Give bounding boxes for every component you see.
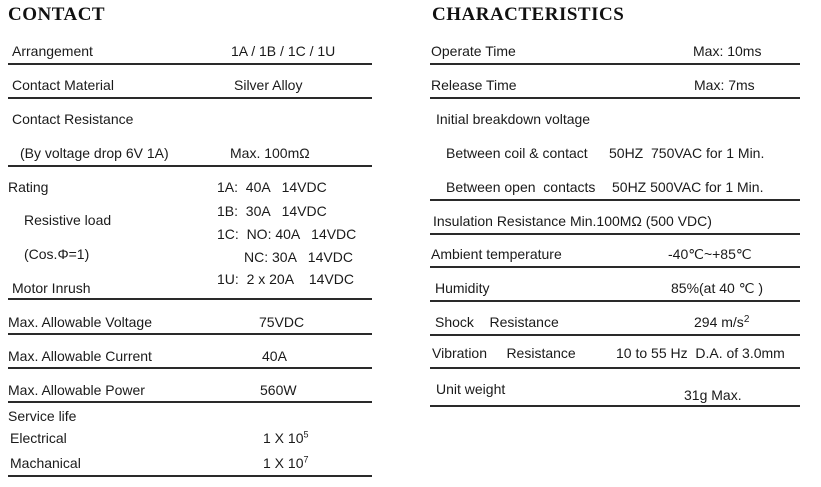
divider (8, 97, 372, 99)
coil-contact-value: 50HZ 750VAC for 1 Min. (609, 145, 765, 161)
max-current-label: Max. Allowable Current (8, 348, 152, 364)
divider (430, 199, 800, 201)
insulation-resistance-label: Insulation Resistance Min.100MΩ (500 VDC) (433, 213, 712, 229)
divider (8, 475, 372, 477)
humidity-label: Humidity (435, 280, 490, 296)
mechanical-value: 1 X $10^7$ (263, 454, 309, 471)
contact-material-label: Contact Material (12, 77, 114, 93)
open-contacts-label: Between open contacts (446, 179, 596, 195)
divider (430, 405, 800, 407)
unit-weight-label: Unit weight (436, 381, 506, 397)
operate-time-label: Operate Time (431, 43, 516, 59)
humidity-value: 85%(at 40 ℃ ) (671, 280, 763, 296)
vibration-resistance-value: 10 to 55 Hz D.A. of 3.0mm (616, 345, 785, 361)
divider (430, 233, 800, 235)
service-life-label: Service life (8, 408, 77, 424)
contact-resistance-value: Max. 100mΩ (230, 145, 310, 161)
divider (430, 300, 800, 302)
divider (8, 63, 372, 65)
max-voltage-label: Max. Allowable Voltage (8, 314, 152, 330)
arrangement-value: 1A / 1B / 1C / 1U (231, 43, 336, 59)
coil-contact-label: Between coil & contact (446, 145, 588, 161)
max-power-value: 560W (260, 382, 297, 398)
contact-resistance-label: Contact Resistance (12, 111, 134, 127)
divider (430, 334, 800, 336)
rating-line-1a: 1A: 40A 14VDC (217, 179, 327, 195)
release-time-label: Release Time (431, 77, 517, 93)
electrical-value: 1 X $10^5$ (263, 429, 309, 446)
rating-label: Rating (8, 179, 49, 195)
divider (8, 367, 372, 369)
motor-inrush-label: Motor Inrush (12, 280, 91, 296)
divider (430, 63, 800, 65)
divider (8, 165, 372, 167)
contact-resistance-sublabel: (By voltage drop 6V 1A) (20, 145, 169, 161)
max-power-label: Max. Allowable Power (8, 382, 145, 398)
characteristics-heading: CHARACTERISTICS (432, 4, 625, 25)
resistive-load-label: Resistive load (24, 212, 112, 228)
divider (8, 401, 372, 403)
ambient-temperature-value: -40℃~+85℃ (668, 246, 752, 262)
divider (430, 266, 800, 268)
divider (430, 367, 800, 369)
rating-line-1c-nc: NC: 30A 14VDC (244, 249, 353, 265)
rating-line-1b: 1B: 30A 14VDC (217, 203, 327, 219)
divider (8, 333, 372, 335)
release-time-value: Max: 7ms (694, 77, 755, 93)
divider (430, 97, 800, 99)
contact-material-value: Silver Alloy (234, 77, 303, 93)
vibration-resistance-label: Vibration Resistance (432, 345, 576, 361)
electrical-label: Electrical (10, 430, 67, 446)
cos-phi-label: (Cos.Φ=1) (24, 246, 90, 262)
breakdown-voltage-label: Initial breakdown voltage (436, 111, 591, 127)
ambient-temperature-label: Ambient temperature (431, 246, 562, 262)
rating-line-1c-no: 1C: NO: 40A 14VDC (217, 226, 357, 242)
rating-line-1u: 1U: 2 x 20A 14VDC (217, 271, 354, 287)
operate-time-value: Max: 10ms (693, 43, 762, 59)
max-voltage-value: 75VDC (259, 314, 305, 330)
mechanical-label: Machanical (10, 455, 81, 471)
divider (8, 298, 372, 300)
shock-resistance-value: 294 $m/s^2$ (694, 314, 750, 330)
contact-heading: CONTACT (8, 4, 106, 25)
unit-weight-value: 31g Max. (684, 387, 742, 403)
arrangement-label: Arrangement (12, 43, 93, 59)
shock-resistance-label: Shock Resistance (435, 314, 559, 330)
max-current-value: 40A (262, 348, 287, 364)
open-contacts-value: 50HZ 500VAC for 1 Min. (612, 179, 764, 195)
